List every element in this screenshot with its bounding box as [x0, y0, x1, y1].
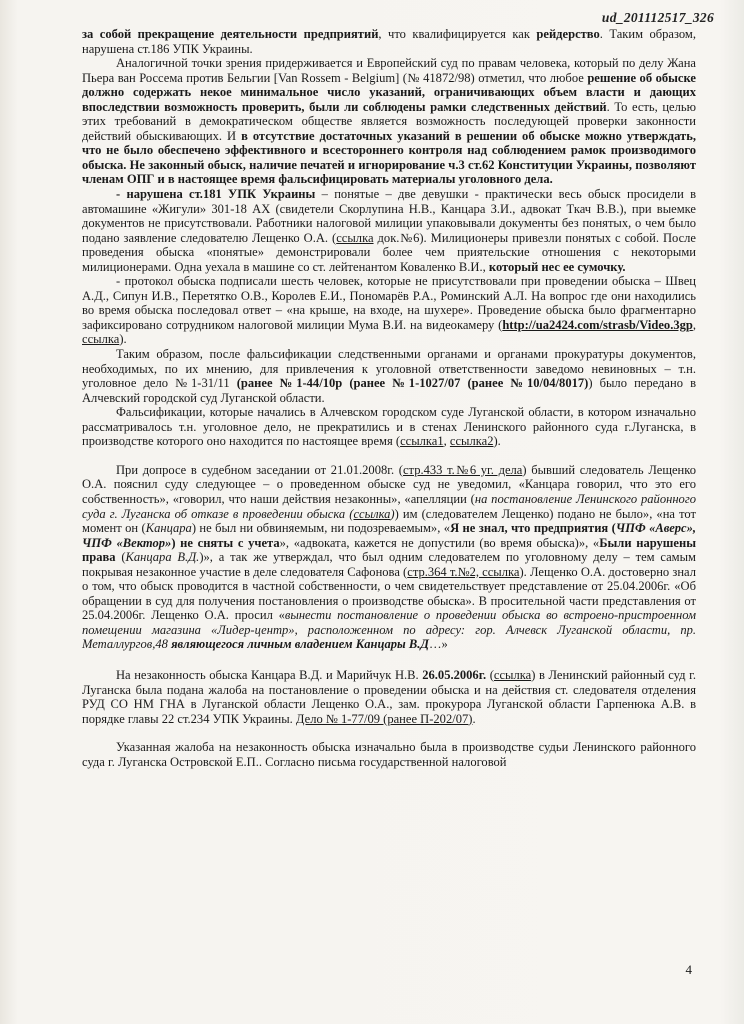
text: ) им (следователем Лещенко) подано не было», «на тот момент он (: [82, 506, 696, 536]
text: ) было передано в Алчевский городской суд Луганской области.: [82, 376, 697, 405]
case-number-link[interactable]: Дело № 1-77/09 (ранее П-202/07): [295, 711, 473, 726]
text: На незаконность обыска Канцара В.Д. и Марийчук Н.В.: [116, 667, 423, 682]
text: ) бывший следователь Лещенко О.А. пояснил суду следующее – о проведенном обыске суд не уведомил, «Канцара говорил, что это его собственность», «говорил, что наши действия незаконны», «апелляции (: [82, 462, 697, 506]
paragraph-6: [82, 405, 696, 449]
italic-text: ): [390, 506, 395, 521]
reference-link[interactable]: ссылка: [336, 230, 374, 245]
reference-link-2[interactable]: ссылка2: [449, 434, 494, 449]
text: Таким образом, после фальсификации следственными органами и органами прокуратуры документов, необходимых, по их мнению, для привлечения к уголовной ответственности заведомо невиновных – т.н. уголовное дело №1-31/11: [82, 347, 696, 391]
bold-text: Были нарушены права: [82, 535, 696, 565]
text: …»: [428, 637, 448, 652]
bold-italic-text: ЧПФ «Аверс», ЧПФ «Вектор»: [82, 521, 697, 550]
text: ) не был ни обвиняемым, ни подозреваемым», «: [191, 521, 451, 536]
bold-text: рейдерство: [536, 27, 600, 41]
bold-text: за собой прекращение деятельности предприятий: [82, 27, 379, 41]
paragraph-3: [82, 187, 696, 274]
text: .: [472, 711, 476, 726]
text: (: [115, 550, 126, 565]
text: ,: [443, 434, 450, 449]
bold-text: который нес ее сумочку.: [488, 259, 626, 274]
case-page-link[interactable]: стр.433 т.№6 уг. дела: [402, 462, 523, 477]
reference-link-1[interactable]: ссылка1: [400, 434, 444, 449]
reference-link[interactable]: ссылка: [353, 506, 391, 521]
document-body: [82, 27, 696, 769]
paragraph-7: [82, 463, 696, 652]
text: )», а так же утверждал, что был одним следователем по уголовному делу – тем самым покрывая незаконное участие в деле следователя Сафонова (: [82, 550, 696, 579]
bold-text: 26.05.2006г.: [422, 667, 487, 682]
text: », «адвоката, кажется не допустили (во время обыска)», «: [279, 535, 600, 550]
video-url-link[interactable]: http://ua2424.com/strasb/Video.3gp: [502, 317, 693, 332]
document-id-stamp: ud_201112517_326: [601, 10, 714, 25]
case-page-link[interactable]: стр.364 т.№2, ссылка: [407, 564, 520, 579]
text: . Таким образом, нарушена ст.186 УПК Украины.: [82, 27, 696, 56]
paragraph-4: [82, 274, 696, 347]
text: ) в Ленинский районный суд г. Луганска была подана жалоба на постановление о проведении обыска и на действия ст. следователя отделения РУД СО НМ ГНА в Луганской области Лещенко О.А., зам. прокурора Луганской области Гарпенюка А.В. в порядке главы 22 ст.234 УПК Украины.: [82, 667, 696, 726]
paragraph-1: [82, 27, 696, 56]
text: ). Лещенко О.А. достоверно знал о том, что обыск проводится в частной собственности, о чем свидетельствует представление от 25.04.2006г. «Об обращении в суд для получения постановления о производстве обыска». В просительной части представления от 25.04.2006г. Лещенко О.А. просил «: [82, 564, 696, 623]
italic-text: на постановление Ленинского районного суда г. Луганска об отказе в проведении обыска (: [82, 491, 696, 521]
text: Указанная жалоба на незаконность обыска изначально была в производстве судьи Ленинского районного суда г. Луганска Островской Е.П.. Согласно письма государственной налоговой: [82, 740, 696, 769]
text: Аналогичной точки зрения придерживается и Европейский суд по правам человека, который по делу Жана Пьера ван Россема против Бельгии [Van Rossem - Belgium] (№ 41872/98) отметил, что любое: [82, 56, 696, 85]
page-number: 4: [685, 962, 692, 977]
bold-italic-text: являющегося личным владением Канцары В.Д: [171, 637, 429, 652]
bold-text: в отсутствие достаточных указаний в решении об обыске можно утверждать, что не было обеспечено эффективного и всестороннего контроля над соблюдением рамок производимого обыска. Не законный обыск, наличие печатей и игнорирование ч.3 ст.62 Конституции Украины, позволяют членам ОПГ и в настоящее время фальсифицировать материалы уголовного дела.: [82, 128, 696, 187]
bold-text: Я не знал, что предприятия (: [450, 521, 616, 536]
text: ).: [119, 332, 127, 347]
bold-text: решение об обыске должно содержать некое минимальное число указаний, ограничивающих объем власти и дающих впоследствии возможность проверить, были ли соблюдены рамки следственных действий: [82, 70, 696, 114]
paragraph-2: [82, 56, 696, 187]
reference-link[interactable]: ссылка: [82, 332, 120, 347]
text: Фальсификации, которые начались в Алчевском городском суде Луганской области, в котором изначально рассматривалось т.н. уголовное дело, не прекратились и в стенах Ленинского районного суда г.Луганска, в производстве которого оно находится по настоящее время (: [82, 405, 696, 449]
text: , что квалифицируется как: [378, 27, 537, 41]
paragraph-5: [82, 347, 696, 405]
italic-text: вынести постановление о проведении обыска во встроено-пристроенном помещении магазина «Лидер-центр», расположенном по адресу: гор. Алчевск Луганской области, пр. Металлургов,48: [82, 608, 696, 652]
bold-text: (ранее №1-44/10р (ранее №1-1027/07 (ранее №10/04/8017): [236, 376, 589, 391]
bold-text: - нарушена ст.181 УПК Украины: [116, 187, 316, 202]
text: – понятые – две девушки - практически весь обыск просидели в автомашине «Жигули» 301-18 АХ (свидетели Скорлупина Н.В., Канцара З.И., адвокат Ткач В.В.), при выемке документов не присутствовали. Работники налоговой милиции упаковывали документы без понятых, о чем было подано заявление следователю Лещенко О.А. (: [82, 187, 697, 245]
italic-text: Канцара: [145, 521, 192, 536]
text: ).: [493, 434, 501, 449]
bold-text: ) не сняты с учета: [171, 535, 280, 550]
paragraph-9: [82, 740, 696, 769]
text: (: [486, 667, 494, 682]
paragraph-8: [82, 668, 696, 726]
text: . То есть, целью этих требований в демократическом обществе является возможность последующей проверки законности действий обыскивающих. И: [82, 99, 696, 143]
text: - протокол обыска подписали шесть человек, которые не присутствовали при проведении обыска – Швец А.Д., Сипун И.В., Перетятко О.В., Королев Е.И., Пономарёв Р.А., Роминский А.Л. На вопрос где они находились во время обыска последовал ответ – «на крыше, на входе, на шухере». Проведение обыска было фрагментарно зафиксировано сотрудником налоговой милиции Мума В.И. на видеокамеру (: [82, 274, 696, 332]
text: При допросе в судебном заседании от 21.01.2008г. (: [116, 462, 403, 477]
text: док.№6). Милиционеры привезли понятых с собой. После проведения обыска «понятые» демонстрировали более чем приятельские отношения с некоторыми милиционерами. Одна уехала в машине со ст. лейтенантом Коваленко В.И.,: [82, 230, 696, 274]
italic-text: Канцара В.Д.: [125, 550, 200, 565]
text: ,: [692, 317, 696, 332]
reference-link[interactable]: ссылка: [493, 667, 532, 682]
